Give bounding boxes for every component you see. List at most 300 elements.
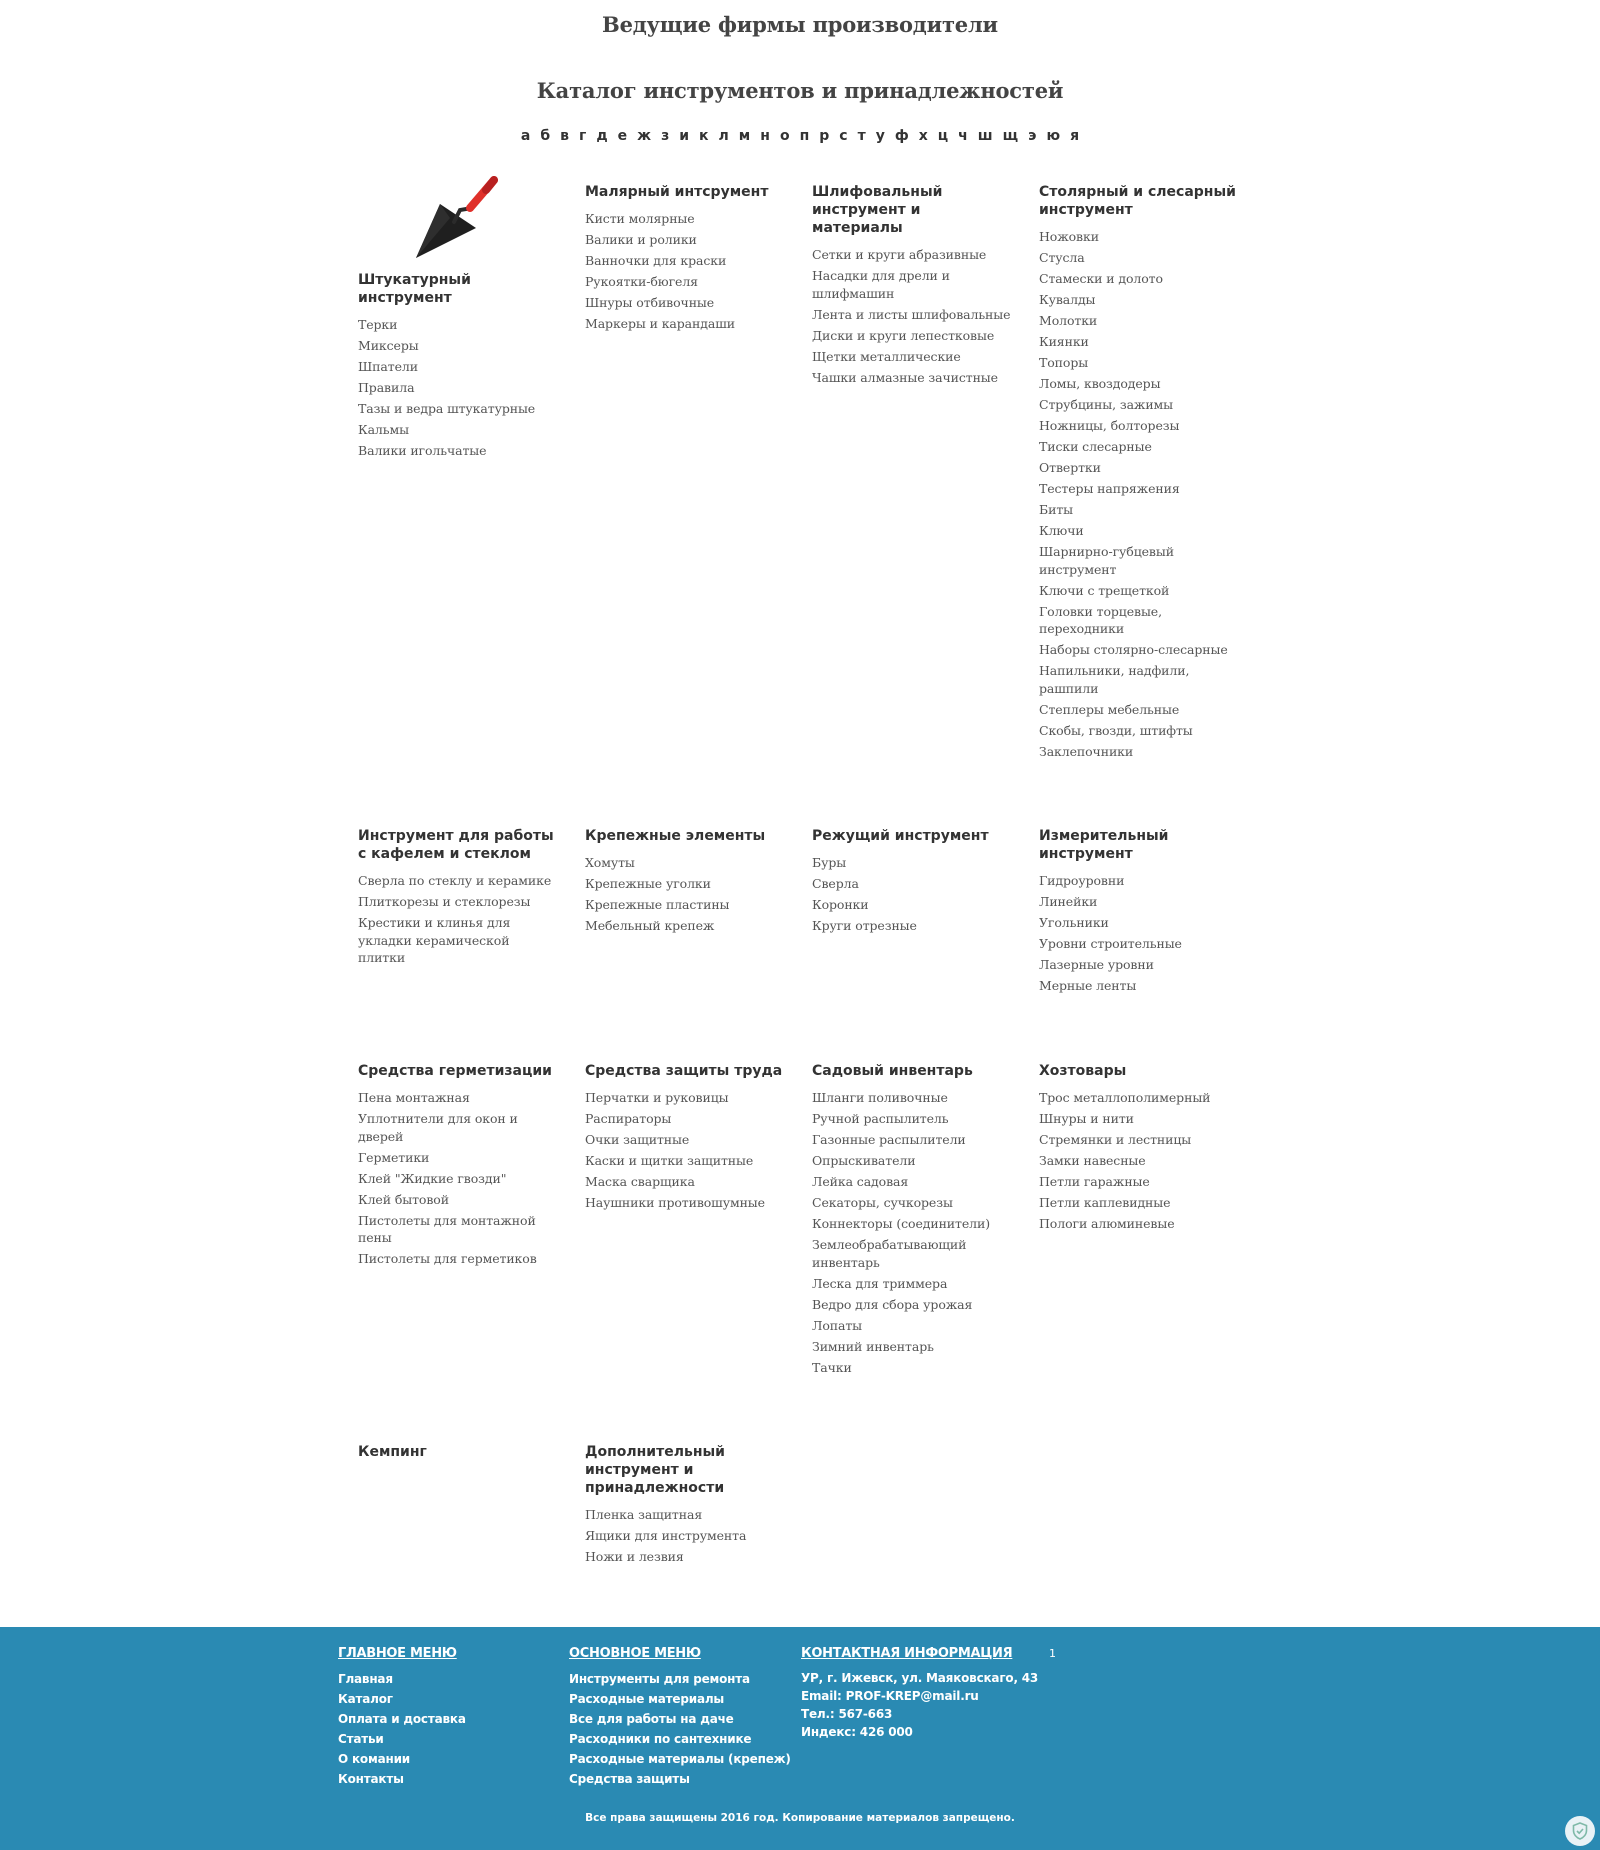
category-item-link[interactable]: Щетки металлические (812, 348, 961, 364)
category-item-link[interactable]: Буры (812, 855, 847, 870)
alphabet-letter[interactable]: я (1070, 128, 1080, 144)
category-item (1039, 1194, 1239, 1212)
category-item (1039, 893, 1239, 911)
category-item (1039, 396, 1239, 414)
alphabet-letter[interactable]: в (560, 128, 569, 144)
footer-menu-link[interactable]: Расходники по сантехнике (569, 1732, 752, 1746)
category-item (812, 1131, 1012, 1149)
catalog-category (1039, 827, 1239, 998)
category-item-link[interactable]: Зимний инвентарь (812, 1338, 934, 1354)
alphabet-letter[interactable]: з (661, 128, 670, 144)
catalog-category (812, 1062, 1012, 1380)
category-item-link[interactable]: Ломы, квоздодеры (1039, 376, 1161, 391)
category-item (812, 1215, 1012, 1233)
visit-counter: 1 (1049, 1647, 1056, 1660)
category-item-link[interactable]: Шпатели (358, 359, 418, 374)
category-item-link[interactable]: Пологи алюминевые (1039, 1216, 1175, 1231)
category-title[interactable]: Средства герметизации (358, 1063, 552, 1079)
category-item (358, 400, 558, 418)
alphabet-letter[interactable]: г (578, 128, 587, 144)
category-item (358, 1089, 558, 1107)
footer-menu-item (338, 1749, 466, 1769)
category-item (812, 896, 1012, 914)
contact-address: УР, г. Ижевск, ул. Маяковскаго, 43 (801, 1671, 1039, 1685)
page-heading-catalog: Каталог инструментов и принадлежностей (536, 78, 1064, 103)
category-item-link[interactable]: Коннекторы (соединители) (812, 1216, 990, 1231)
category-item (812, 875, 1012, 893)
category-item-link[interactable]: Угольники (1039, 915, 1109, 930)
category-item-link[interactable]: Ванночки для краски (585, 253, 727, 268)
category-item-link[interactable]: Маркеры и карандаши (585, 316, 735, 331)
category-item-link[interactable]: Кисти молярные (585, 211, 695, 226)
footer-menu-link[interactable]: Контакты (338, 1772, 404, 1786)
category-item-link[interactable]: Правила (358, 380, 415, 395)
category-item-link[interactable]: Ключи с трещеткой (1039, 582, 1170, 598)
category-items (585, 210, 785, 333)
catalog-category (585, 1443, 785, 1569)
category-item-link[interactable]: Шнуры отбивочные (585, 295, 715, 310)
category-item-link[interactable]: Наушники противошумные (585, 1195, 765, 1210)
alphabet-letter[interactable]: о (779, 128, 790, 144)
category-items (358, 1089, 558, 1268)
category-item-link[interactable]: Сверла (812, 876, 859, 891)
alphabet-letter[interactable]: ч (958, 128, 968, 144)
footer-menu-item (569, 1749, 791, 1769)
category-item-link[interactable]: Пистолеты для герметиков (358, 1251, 537, 1266)
category-title[interactable]: Средства защиты труда (585, 1063, 783, 1079)
category-item-link[interactable]: Сверла по стеклу и керамике (358, 873, 552, 888)
category-item-link[interactable]: Гидроуровни (1039, 873, 1125, 888)
category-item (358, 872, 558, 890)
category-item (812, 1152, 1012, 1170)
category-item-link[interactable]: Молотки (1039, 313, 1098, 328)
category-item-link[interactable]: Скобы, гвозди, штифты (1039, 722, 1193, 738)
alphabet-letter[interactable]: у (875, 128, 885, 144)
category-item (1039, 312, 1239, 330)
category-item-link[interactable]: Петли гаражные (1039, 1174, 1150, 1189)
category-item (1039, 480, 1239, 498)
category-item-link[interactable]: Герметики (358, 1149, 430, 1165)
copyright-text: Все права защищены 2016 год. Копирование материалов запрещено. (585, 1812, 1015, 1824)
category-title[interactable]: Садовый инвентарь (812, 1063, 973, 1079)
category-item-link[interactable]: Каски и щитки защитные (585, 1153, 754, 1168)
category-item (1039, 956, 1239, 974)
category-items (812, 854, 1012, 935)
category-item-link[interactable]: Шланги поливочные (812, 1090, 948, 1105)
category-item (1039, 375, 1239, 393)
category-items (1039, 228, 1239, 760)
alphabet-letter[interactable]: и (679, 128, 690, 144)
category-title[interactable]: Дополнительный инструмент и принадлежности (585, 1444, 725, 1496)
footer-menu-item (569, 1669, 791, 1689)
catalog-category (358, 271, 558, 463)
category-item (812, 306, 1012, 324)
category-item-link[interactable]: Стусла (1039, 250, 1085, 265)
category-item-link[interactable]: Миксеры (358, 338, 419, 353)
category-item (1039, 438, 1239, 456)
category-item-link[interactable]: Шарнирно-губцевый инструмент (1039, 544, 1174, 577)
footer-menu-item (569, 1689, 791, 1709)
category-item (585, 875, 785, 893)
footer-menu-item (338, 1729, 466, 1749)
category-items (812, 1089, 1012, 1376)
category-item-link[interactable]: Тиски слесарные (1039, 439, 1152, 454)
category-item-link[interactable]: Крепежные уголки (585, 876, 711, 891)
category-item-link[interactable]: Газонные распылители (812, 1132, 966, 1147)
category-item (358, 337, 558, 355)
category-item (812, 327, 1012, 345)
alphabet-letter[interactable]: х (918, 128, 928, 144)
catalog-category (358, 827, 558, 970)
category-item (358, 893, 558, 911)
category-title[interactable]: Малярный интсрумент (585, 184, 769, 200)
footer-main-menu-title[interactable]: ГЛАВНОЕ МЕНЮ (338, 1646, 457, 1661)
category-item (1039, 522, 1239, 540)
footer-menu-link[interactable]: О комании (338, 1752, 410, 1766)
category-item (1039, 249, 1239, 267)
category-item-link[interactable]: Трос металлополимерный (1039, 1090, 1211, 1105)
category-item-link[interactable]: Лента и листы шлифовальные (812, 306, 1011, 322)
category-item (585, 854, 785, 872)
page-heading-manufacturers: Ведущие фирмы производители (602, 12, 998, 37)
category-item-link[interactable]: Пена монтажная (358, 1090, 470, 1105)
category-item (1039, 291, 1239, 309)
alphabet-letter[interactable]: е (617, 128, 628, 144)
alphabet-letter[interactable]: б (540, 128, 551, 144)
catalog-category (1039, 183, 1239, 764)
category-title[interactable]: Крепежные элементы (585, 828, 766, 844)
category-item (1039, 701, 1239, 719)
category-item (812, 1359, 1012, 1377)
category-item (1039, 872, 1239, 890)
category-item-link[interactable]: Коронки (812, 897, 869, 912)
category-items (812, 246, 1012, 386)
category-item-link[interactable]: Ручной распылитель (812, 1111, 949, 1126)
footer-menu-link[interactable]: Инструменты для ремонта (569, 1672, 750, 1686)
category-item-link[interactable]: Уровни строительные (1039, 936, 1182, 951)
alphabet-letter[interactable]: а (520, 128, 531, 144)
category-items (358, 872, 558, 967)
alphabet-letter[interactable]: д (596, 128, 608, 144)
alphabet-letter[interactable]: ж (637, 128, 652, 144)
alphabet-letter[interactable]: с (839, 128, 848, 144)
category-item (812, 1275, 1012, 1293)
category-item-link[interactable]: Крепежные пластины (585, 897, 730, 912)
footer-menu-item (569, 1729, 791, 1749)
category-item (812, 1089, 1012, 1107)
category-item (1039, 417, 1239, 435)
alphabet-letter[interactable]: ц (937, 128, 949, 144)
category-item (1039, 722, 1239, 740)
category-item (812, 1110, 1012, 1128)
category-item (1039, 662, 1239, 697)
category-item-link[interactable]: Киянки (1039, 334, 1089, 349)
category-item (585, 1548, 785, 1566)
category-item (585, 231, 785, 249)
category-item (358, 379, 558, 397)
category-item-link[interactable]: Кувалды (1039, 292, 1096, 307)
category-item (585, 1131, 785, 1149)
category-item-link[interactable]: Очки защитные (585, 1132, 690, 1147)
category-item (812, 1194, 1012, 1212)
category-item-link[interactable]: Диски и круги лепестковые (812, 327, 995, 343)
shield-icon (1572, 1822, 1588, 1840)
category-item-link[interactable]: Терки (358, 317, 398, 332)
category-item (585, 1110, 785, 1128)
catalog-category (585, 183, 785, 336)
category-item-link[interactable]: Отвертки (1039, 460, 1101, 475)
category-item (812, 1236, 1012, 1271)
footer-contact (801, 1646, 1038, 1741)
catalog-category (585, 1062, 785, 1215)
security-badge[interactable] (1565, 1816, 1595, 1846)
footer-menu-item (338, 1709, 466, 1729)
category-item-link[interactable]: Клей бытовой (358, 1191, 449, 1207)
category-item (812, 1173, 1012, 1191)
category-item-link[interactable]: Степлеры мебельные (1039, 701, 1180, 717)
catalog-category (358, 1062, 558, 1271)
category-item-link[interactable]: Перчатки и руковицы (585, 1090, 729, 1105)
footer-contact-title[interactable]: КОНТАКТНАЯ ИНФОРМАЦИЯ (801, 1646, 1013, 1661)
category-item (1039, 354, 1239, 372)
category-item-link[interactable]: Круги отрезные (812, 918, 917, 933)
footer-main-menu (338, 1646, 466, 1789)
contact-phone: Тел.: 567-663 (801, 1707, 893, 1721)
category-item-link[interactable]: Тачки (812, 1359, 852, 1375)
alphabet-letter[interactable]: ф (894, 128, 909, 144)
category-item-link[interactable]: Рукоятки-бюгеля (585, 274, 698, 289)
category-item (358, 914, 558, 967)
category-item-link[interactable]: Тестеры напряжения (1039, 481, 1180, 496)
category-item-link[interactable]: Топоры (1039, 355, 1089, 370)
category-item (1039, 1173, 1239, 1191)
category-items (1039, 1089, 1239, 1233)
category-item (812, 917, 1012, 935)
footer-menu-item (569, 1769, 791, 1789)
category-items (358, 316, 558, 460)
category-item (812, 1296, 1012, 1314)
category-item-link[interactable]: Чашки алмазные зачистные (812, 369, 998, 385)
footer-basic-menu (569, 1646, 791, 1789)
category-item (1039, 1152, 1239, 1170)
footer-basic-menu-title[interactable]: ОСНОВНОЕ МЕНЮ (569, 1646, 701, 1661)
category-item-link[interactable]: Мерные ленты (1039, 978, 1137, 993)
category-item-link[interactable]: Стамески и долото (1039, 271, 1163, 286)
category-item (1039, 914, 1239, 932)
category-item-link[interactable]: Сетки и круги абразивные (812, 247, 987, 262)
category-item-link[interactable]: Опрыскиватели (812, 1153, 916, 1168)
footer-menu-item (338, 1669, 466, 1689)
category-item-link[interactable]: Ножовки (1039, 229, 1099, 244)
category-item-link[interactable]: Лопаты (812, 1317, 863, 1333)
category-item-link[interactable]: Плиткорезы и стеклорезы (358, 894, 531, 909)
category-title[interactable]: Режущий инструмент (812, 828, 989, 844)
alphabet-letter[interactable]: л (718, 128, 729, 144)
category-item (812, 1317, 1012, 1335)
category-item (1039, 333, 1239, 351)
category-item (585, 896, 785, 914)
category-item (812, 369, 1012, 387)
category-title[interactable]: Штукатурный инструмент (358, 272, 471, 306)
category-item (358, 1170, 558, 1188)
category-item (358, 1250, 558, 1268)
alphabet-letter[interactable]: м (738, 128, 751, 144)
trowel-icon (410, 170, 510, 265)
category-item-link[interactable]: Напильники, надфили, рашпили (1039, 663, 1190, 696)
footer-menu-link[interactable]: Все для работы на даче (569, 1712, 734, 1726)
category-item-link[interactable]: Ножи и лезвия (585, 1549, 684, 1564)
category-item-link[interactable]: Биты (1039, 502, 1073, 517)
category-title[interactable]: Кемпинг (358, 1444, 427, 1460)
category-item-link[interactable]: Замки навесные (1039, 1153, 1146, 1168)
category-item-link[interactable]: Лазерные уровни (1039, 957, 1154, 972)
category-item (1039, 1110, 1239, 1128)
alphabet-letter[interactable]: к (699, 128, 709, 144)
category-item (1039, 270, 1239, 288)
footer-menu-item (569, 1709, 791, 1729)
footer-menu-link[interactable]: Средства защиты (569, 1772, 690, 1786)
category-item-link[interactable]: Струбцины, зажимы (1039, 397, 1174, 412)
category-item-link[interactable]: Наборы столярно-слесарные (1039, 642, 1228, 657)
category-item (585, 917, 785, 935)
category-item-link[interactable]: Головки торцевые, переходники (1039, 603, 1162, 636)
category-item (1039, 501, 1239, 519)
category-item (585, 1173, 785, 1191)
category-item-link[interactable]: Заклепочники (1039, 743, 1134, 759)
catalog-category (812, 183, 1012, 390)
category-item (1039, 603, 1239, 638)
category-item (585, 210, 785, 228)
category-item-link[interactable]: Шнуры и нити (1039, 1111, 1134, 1126)
category-item (1039, 1089, 1239, 1107)
footer-menu-link[interactable]: Главная (338, 1672, 393, 1686)
category-item (358, 421, 558, 439)
footer-menu-link[interactable]: Расходные материалы (крепеж) (569, 1752, 791, 1766)
category-item (812, 267, 1012, 302)
category-item (585, 294, 785, 312)
category-title[interactable]: Столярный и слесарный инструмент (1039, 184, 1236, 218)
category-item (358, 1149, 558, 1167)
category-items (585, 1506, 785, 1566)
footer-menu-link[interactable]: Каталог (338, 1692, 393, 1706)
footer-menu-item (338, 1689, 466, 1709)
category-item-link[interactable]: Маска сварщика (585, 1174, 695, 1189)
category-item (585, 252, 785, 270)
category-item-link[interactable]: Мебельный крепеж (585, 918, 715, 933)
category-item-link[interactable]: Крестики и клинья для укладки керамической плитки (358, 915, 511, 965)
category-item-link[interactable]: Кальмы (358, 422, 409, 437)
category-title[interactable]: Инструмент для работы с кафелем и стеклом (358, 828, 554, 862)
category-item-link[interactable]: Клей "Жидкие гвозди" (358, 1170, 507, 1186)
category-item-link[interactable]: Ведро для сбора урожая (812, 1296, 973, 1312)
alphabet-letter[interactable]: ш (977, 128, 993, 144)
category-item (585, 315, 785, 333)
category-item (585, 1089, 785, 1107)
category-item (1039, 1215, 1239, 1233)
category-item-link[interactable]: Уплотнители для окон и дверей (358, 1111, 518, 1144)
category-item-link[interactable]: Тазы и ведра штукатурные (358, 401, 536, 416)
category-item-link[interactable]: Валики игольчатые (358, 443, 487, 458)
category-item-link[interactable]: Валики и ролики (585, 232, 697, 247)
alphabet-nav (0, 128, 1600, 144)
category-items (585, 854, 785, 935)
category-item (585, 1527, 785, 1545)
category-item (358, 1110, 558, 1145)
category-item (1039, 459, 1239, 477)
category-item-link[interactable]: Стремянки и лестницы (1039, 1132, 1192, 1147)
category-item (1039, 1131, 1239, 1149)
category-item-link[interactable]: Леска для триммера (812, 1275, 948, 1291)
category-item-link[interactable]: Ножницы, болторезы (1039, 418, 1180, 433)
catalog-category (812, 827, 1012, 938)
alphabet-letter[interactable]: щ (1002, 128, 1019, 144)
category-item-link[interactable]: Ключи (1039, 523, 1084, 538)
category-items (585, 1089, 785, 1212)
category-item (812, 246, 1012, 264)
footer-menu-link[interactable]: Оплата и доставка (338, 1712, 466, 1726)
trowel-image[interactable] (410, 170, 510, 265)
footer-menu-link[interactable]: Расходные материалы (569, 1692, 725, 1706)
catalog-category (358, 1443, 558, 1470)
category-item-link[interactable]: Хомуты (585, 855, 635, 870)
alphabet-letter[interactable]: н (760, 128, 770, 144)
category-item-link[interactable]: Линейки (1039, 894, 1098, 909)
category-item-link[interactable]: Лейка садовая (812, 1174, 909, 1189)
footer-menu-item (338, 1769, 466, 1789)
category-item (585, 1194, 785, 1212)
category-item-link[interactable]: Насадки для дрели и шлифмашин (812, 268, 950, 301)
category-title[interactable]: Измерительный инструмент (1039, 828, 1169, 862)
category-item (585, 273, 785, 291)
category-item (1039, 743, 1239, 761)
contact-index: Индекс: 426 000 (801, 1725, 913, 1739)
category-item-link[interactable]: Распираторы (585, 1111, 672, 1126)
category-item-link[interactable]: Секаторы, сучкорезы (812, 1195, 953, 1210)
alphabet-letter[interactable]: п (799, 128, 810, 144)
category-title[interactable]: Хозтовары (1039, 1063, 1127, 1079)
footer (0, 1627, 1600, 1850)
category-item (585, 1152, 785, 1170)
category-item (1039, 228, 1239, 246)
catalog-category (585, 827, 785, 938)
category-item (812, 854, 1012, 872)
category-item-link[interactable]: Пленка защитная (585, 1507, 703, 1522)
catalog-category (1039, 1062, 1239, 1236)
category-items (1039, 872, 1239, 995)
category-item (358, 358, 558, 376)
category-item-link[interactable]: Ящики для инструмента (585, 1528, 747, 1543)
category-item (1039, 543, 1239, 578)
alphabet-letter[interactable]: р (819, 128, 830, 144)
category-title[interactable]: Шлифовальный инструмент и материалы (812, 184, 943, 236)
category-item (1039, 641, 1239, 659)
category-item (358, 442, 558, 460)
category-item (1039, 935, 1239, 953)
category-item-link[interactable]: Пистолеты для монтажной пены (358, 1212, 536, 1245)
category-item (1039, 582, 1239, 600)
alphabet-letter[interactable]: ю (1046, 128, 1061, 144)
category-item (812, 1338, 1012, 1356)
contact-email: Email: PROF-KREP@mail.ru (801, 1689, 979, 1703)
category-item (358, 1191, 558, 1209)
category-item (1039, 977, 1239, 995)
footer-menu-link[interactable]: Статьи (338, 1732, 384, 1746)
category-item-link[interactable]: Землеобрабатывающий инвентарь (812, 1237, 967, 1270)
category-item-link[interactable]: Петли каплевидные (1039, 1195, 1171, 1210)
alphabet-letter[interactable]: э (1028, 128, 1037, 144)
alphabet-letter[interactable]: т (857, 128, 866, 144)
category-item (358, 1212, 558, 1247)
